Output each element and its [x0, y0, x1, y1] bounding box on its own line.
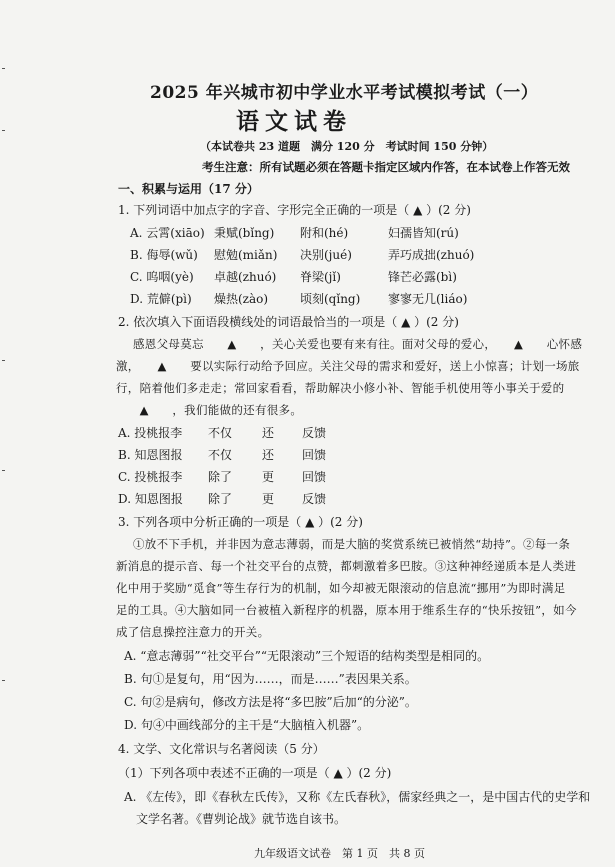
passage-line: ▲ ，我们能做的还有很多。 [116, 403, 303, 417]
question-1-stem: 1. 下列词语中加点字的字音、字形完全正确的一项是（ ▲ ）(2 分) [118, 203, 471, 217]
option-cell: 脊梁(jǐ) [300, 270, 341, 284]
option-cell: 还 [262, 426, 275, 440]
option-cell: 锋芒必露(bì) [388, 270, 457, 284]
option-cell: 回馈 [302, 470, 327, 484]
option-a-line2: 文学名著。《曹刿论战》就节选自该书。 [136, 812, 347, 826]
option-cell: C. 投桃报李 [118, 470, 183, 484]
option-cell: 不仅 [208, 426, 233, 440]
option-cell: 附和(hé) [300, 226, 349, 240]
option-cell: 除了 [208, 470, 233, 484]
option-cell: 更 [262, 470, 275, 484]
passage-line: 足的工具。④大脑如同一台被植入新程序的机器，原本用于维系生存的“快乐按钮”，如今 [116, 603, 577, 617]
passage-line: 成了信息操控注意力的开关。 [116, 625, 270, 639]
option-a: A. “意志薄弱”“社交平台”“无限滚动”三个短语的结构类型是相同的。 [124, 649, 490, 663]
page-footer: 九年级语文试卷 第 1 页 共 8 页 [254, 847, 425, 860]
option-cell: C. 呜咽(yè) [130, 270, 194, 284]
margin-mark [2, 130, 5, 131]
question-4-stem: 4. 文学、文化常识与名著阅读（5 分） [118, 742, 325, 756]
option-cell: 卓越(zhuó) [214, 270, 277, 284]
exam-notice: 考生注意：所有试题必须在答题卡指定区域内作答，在本试卷上作答无效 [202, 160, 570, 174]
passage-line: 感恩父母莫忘 ▲ ，关心关爱也要有来有往。面对父母的爱心， ▲ 心怀感 [133, 337, 583, 351]
option-cell: 还 [262, 448, 275, 462]
passage-line: 行，陪着他们多走走；常回家看看，帮助解决小修小补、智能手机使用等小事关于爱的 [116, 381, 565, 395]
option-cell: B. 知恩图报 [118, 448, 183, 462]
option-cell: 更 [262, 492, 275, 506]
subject-title: 语文试卷 [236, 108, 352, 135]
question-3-stem: 3. 下列各项中分析正确的一项是（ ▲ ）(2 分) [118, 515, 363, 529]
passage-line: 化中用于奖励“觅食”等生存行为的机制，如今却被无限滚动的信息流“挪用”为即时满足 [116, 581, 566, 595]
option-cell: 不仅 [208, 448, 233, 462]
passage-line: 新消息的提示音、每一个社交平台的点赞，都刺激着多巴胺。③这种神经递质本是人类进 [116, 559, 577, 573]
question-2-stem: 2. 依次填入下面语段横线处的词语最恰当的一项是（ ▲ ）(2 分) [118, 315, 459, 329]
option-cell: D. 知恩图报 [118, 492, 183, 506]
option-c: C. 句②是病句，修改方法是将“多巴胺”后加“的分泌”。 [124, 695, 417, 709]
margin-mark [2, 680, 5, 681]
option-cell: 妇孺皆知(rú) [388, 226, 459, 240]
option-cell: 除了 [208, 492, 233, 506]
option-cell: 燥热(zào) [214, 292, 269, 306]
passage-line: ①放不下手机，并非因为意志薄弱，而是大脑的奖赏系统已被悄然“劫持”。②每一条 [133, 537, 571, 551]
exam-info: （本试卷共 23 道题 满分 120 分 考试时间 150 分钟） [200, 140, 494, 153]
option-cell: B. 侮辱(wǔ) [130, 248, 198, 262]
margin-mark [2, 360, 5, 361]
option-cell: D. 荒僻(pì) [130, 292, 192, 306]
option-cell: 寥寥无几(liáo) [388, 292, 468, 306]
option-cell: 反馈 [302, 492, 327, 506]
option-cell: A. 云霄(xiāo) [130, 226, 205, 240]
option-cell: 弄巧成拙(zhuó) [388, 248, 475, 262]
exam-title: 2025 年兴城市初中学业水平考试模拟考试（一） [150, 83, 539, 103]
option-cell: 回馈 [302, 448, 327, 462]
option-cell: 决别(jué) [300, 248, 352, 262]
option-cell: 反馈 [302, 426, 327, 440]
option-cell: 秉赋(bǐng) [214, 226, 275, 240]
option-a-line1: A. 《左传》，即《春秋左氏传》，又称《左氏春秋》，儒家经典之一，是中国古代的史学和 [124, 790, 591, 804]
option-cell: A. 投桃报李 [118, 426, 183, 440]
question-4-sub1: （1）下列各项中表述不正确的一项是（ ▲ ）(2 分) [118, 766, 392, 780]
passage-line: 激， ▲ 要以实际行动给予回应。关注父母的需求和爱好，送上小惊喜；计划一场旅 [116, 359, 580, 373]
option-cell: 慰勉(miǎn) [214, 248, 278, 262]
option-d: D. 句④中画线部分的主干是“大脑植入机器”。 [124, 718, 370, 732]
margin-mark [2, 470, 5, 471]
option-cell: 顷刻(qǐng) [300, 292, 361, 306]
section-title: 一、积累与运用（17 分） [118, 182, 259, 196]
option-b: B. 句①是复句，用“因为……，而是……”表因果关系。 [124, 672, 417, 686]
margin-mark [2, 68, 5, 69]
